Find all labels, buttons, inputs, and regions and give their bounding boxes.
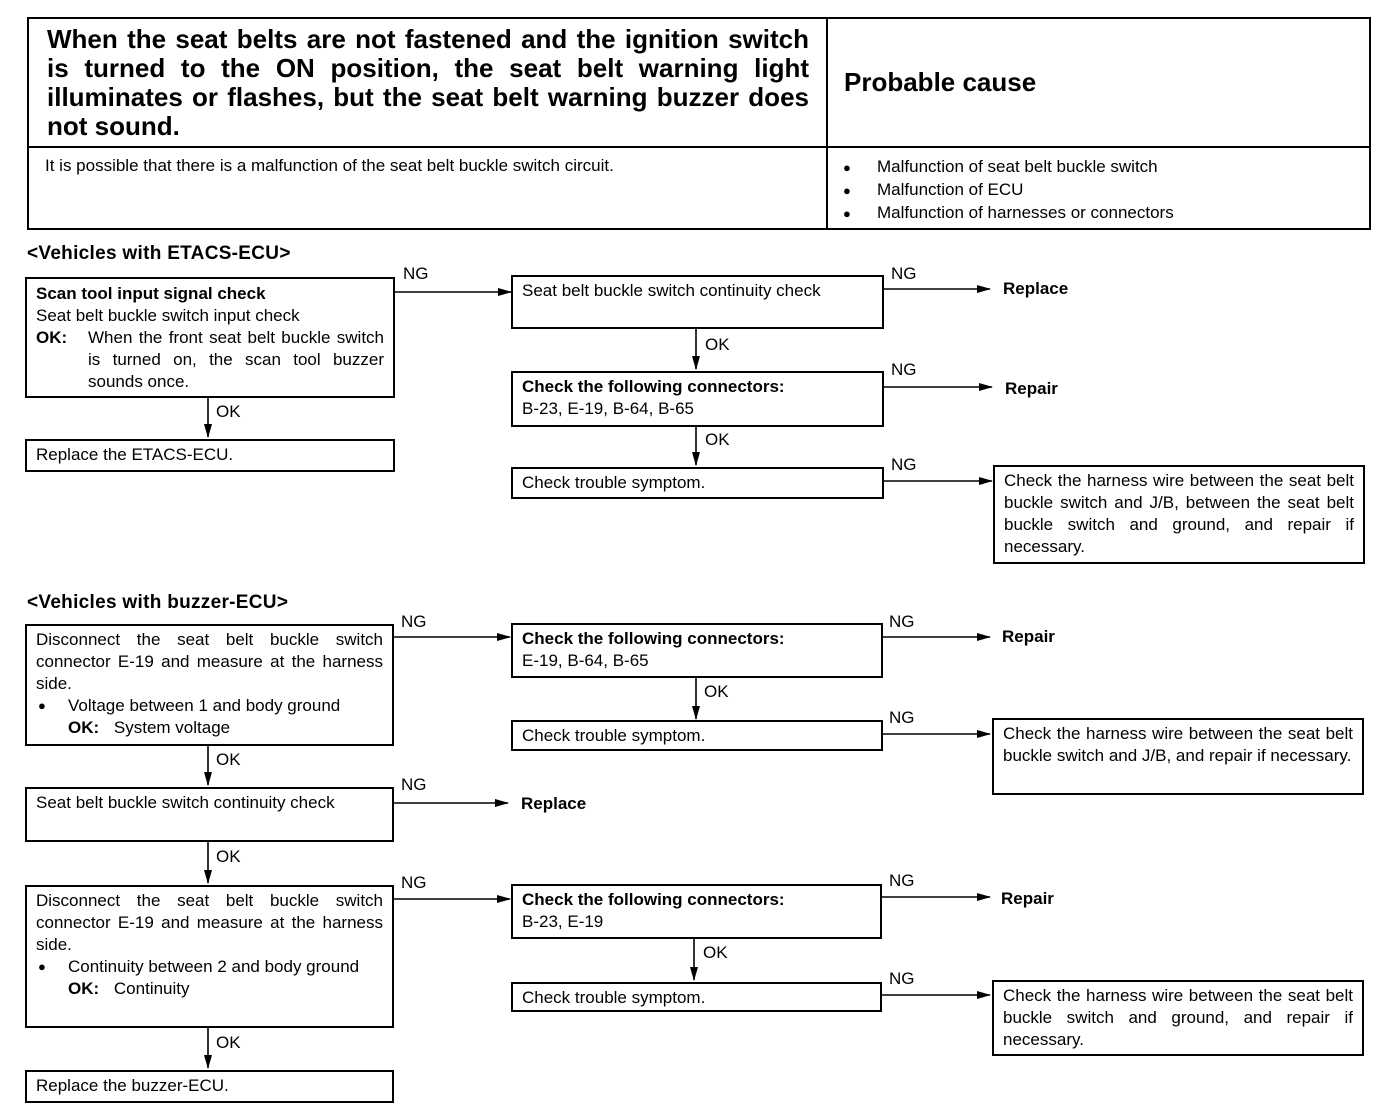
scan-tool-title: Scan tool input signal check — [36, 284, 266, 303]
check-trouble-symptom-box: Check trouble symptom. — [511, 720, 883, 751]
connectors-list: E-19, B-64, B-65 — [522, 651, 649, 670]
replace-buzzer-ecu-box: Replace the buzzer-ECU. — [25, 1070, 394, 1103]
symptom-title: When the seat belts are not fastened and the ignition switch is turned to the ON position, the seat belt warning light illuminates or flashes, but the seat belt warning buzzer does not sound. — [47, 24, 809, 141]
scan-tool-ok-text: When the front seat belt buckle switch is turned on, the scan tool buzzer sounds once. — [88, 328, 384, 391]
measurement-item: ● Continuity between 2 and body ground — [36, 956, 383, 978]
connectors-title: Check the following connectors: — [522, 377, 785, 396]
harness-check-box: Check the harness wire between the seat belt buckle switch and J/B, between the seat belt buckle switch and ground, and repair if necessary. — [993, 465, 1365, 564]
ng-label: NG — [891, 455, 917, 474]
symptom-description: It is possible that there is a malfunction of the seat belt buckle switch circuit. — [45, 156, 614, 175]
ng-label: NG — [889, 969, 915, 988]
etacs-heading: <Vehicles with ETACS-ECU> — [27, 243, 291, 264]
replace-result: Replace — [521, 794, 587, 813]
harness-check-box: Check the harness wire between the seat belt buckle switch and ground, and repair if necessary. — [992, 980, 1364, 1056]
ok-label: OK — [216, 402, 241, 421]
ng-label: NG — [401, 612, 427, 631]
connectors-title: Check the following connectors: — [522, 890, 785, 909]
disconnect-instructions: Disconnect the seat belt buckle switch connector E-19 and measure at the harness side. — [36, 891, 383, 954]
check-connectors-box — [511, 623, 883, 678]
ok-criterion-label: OK: — [36, 328, 68, 347]
ok-criterion-value: System voltage — [113, 718, 231, 737]
connectors-list: B-23, E-19, B-64, B-65 — [522, 399, 694, 418]
check-connectors-box — [511, 884, 882, 939]
ok-label: OK — [216, 847, 241, 866]
cause-item: ● Malfunction of harnesses or connectors — [839, 201, 1174, 224]
scan-tool-subtitle: Seat belt buckle switch input check — [36, 306, 300, 325]
ok-criterion-label: OK: — [68, 979, 100, 998]
connectors-title: Check the following connectors: — [522, 629, 785, 648]
ok-label: OK — [704, 682, 729, 701]
ng-label: NG — [889, 871, 915, 890]
repair-result: Repair — [1002, 627, 1055, 646]
replace-result: Replace — [1003, 279, 1069, 298]
check-connectors-box — [511, 371, 884, 427]
buzzer-heading: <Vehicles with buzzer-ECU> — [27, 592, 289, 613]
disconnect-instructions: Disconnect the seat belt buckle switch connector E-19 and measure at the harness side. — [36, 630, 383, 693]
ok-label: OK — [216, 750, 241, 769]
scan-tool-check-box — [25, 277, 395, 398]
continuity-check-box: Seat belt buckle switch continuity check — [511, 275, 884, 329]
cause-item: ● Malfunction of ECU — [839, 178, 1174, 201]
ng-label: NG — [889, 708, 915, 727]
measurement-item: ● Voltage between 1 and body ground — [36, 695, 383, 717]
check-trouble-symptom-box: Check trouble symptom. — [511, 982, 882, 1012]
check-trouble-symptom-box: Check trouble symptom. — [511, 467, 884, 499]
scan-tool-ok-block — [36, 327, 384, 393]
ng-label: NG — [403, 264, 429, 283]
ok-criterion-value: Continuity — [113, 979, 190, 998]
probable-cause-heading: Probable cause — [844, 67, 1037, 97]
ok-label: OK — [705, 335, 730, 354]
ok-criterion — [36, 717, 383, 739]
ng-label: NG — [891, 360, 917, 379]
disconnect-continuity-box — [25, 885, 394, 1028]
ok-label: OK — [703, 943, 728, 962]
cause-item: ● Malfunction of seat belt buckle switch — [839, 155, 1174, 178]
repair-result: Repair — [1001, 889, 1054, 908]
ok-label: OK — [705, 430, 730, 449]
ng-label: NG — [401, 873, 427, 892]
ng-label: NG — [401, 775, 427, 794]
ng-label: NG — [891, 264, 917, 283]
replace-etacs-ecu-box: Replace the ETACS-ECU. — [25, 439, 395, 472]
ng-label: NG — [889, 612, 915, 631]
harness-check-box: Check the harness wire between the seat belt buckle switch and J/B, and repair if necessary. — [992, 718, 1364, 795]
ok-criterion-label: OK: — [68, 718, 100, 737]
ok-criterion — [36, 978, 383, 1000]
continuity-check-box: Seat belt buckle switch continuity check — [25, 787, 394, 842]
repair-result: Repair — [1005, 379, 1058, 398]
disconnect-voltage-box — [25, 624, 394, 746]
connectors-list: B-23, E-19 — [522, 912, 604, 931]
ok-label: OK — [216, 1033, 241, 1052]
